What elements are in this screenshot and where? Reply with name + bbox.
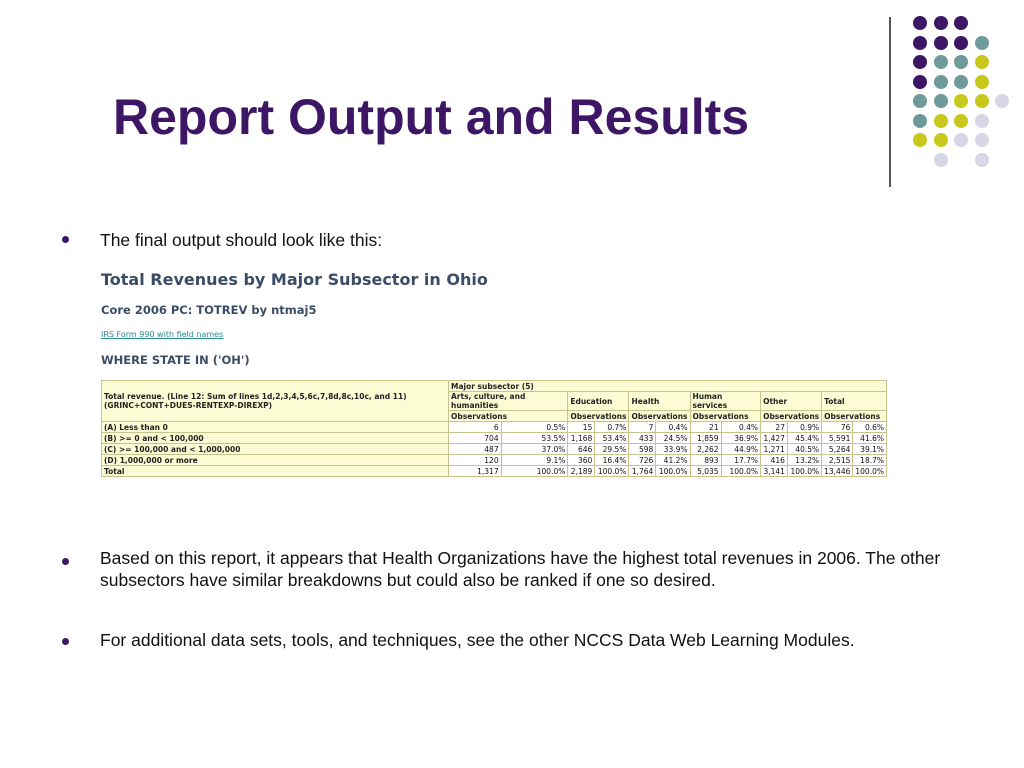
count-cell: 893 [690, 455, 721, 466]
bullet-marker [62, 558, 69, 565]
bullet-intro-text: The final output should look like this: [100, 230, 383, 250]
percent-cell: 9.1% [501, 455, 568, 466]
percent-cell: 53.5% [501, 433, 568, 444]
column-header-total [822, 392, 887, 411]
count-cell: 704 [449, 433, 502, 444]
decorative-dot [934, 16, 948, 30]
row-label-cell: (B) >= 0 and < 100,000 [102, 433, 449, 444]
decorative-dot [975, 153, 989, 167]
decorative-dot [975, 75, 989, 89]
count-cell: 1,168 [568, 433, 595, 444]
table-row [102, 466, 887, 477]
count-cell: 646 [568, 444, 595, 455]
percent-cell: 44.9% [721, 444, 760, 455]
count-cell: 15 [568, 422, 595, 433]
count-cell: 5,264 [822, 444, 853, 455]
count-cell: 1,427 [761, 433, 788, 444]
group-header-label: Major subsector (5) [451, 381, 534, 391]
percent-cell: 0.4% [721, 422, 760, 433]
percent-cell: 40.5% [787, 444, 821, 455]
decorative-dot [954, 36, 968, 50]
count-cell: 13,446 [822, 466, 853, 477]
decorative-dot [954, 75, 968, 89]
count-cell: 1,859 [690, 433, 721, 444]
count-cell: 21 [690, 422, 721, 433]
count-cell: 76 [822, 422, 853, 433]
percent-cell: 100.0% [721, 466, 760, 477]
observations-header: Observations [761, 411, 822, 422]
count-cell: 2,189 [568, 466, 595, 477]
percent-cell: 53.4% [595, 433, 629, 444]
decorative-dot [975, 114, 989, 128]
percent-cell: 36.9% [721, 433, 760, 444]
group-header-cell [449, 381, 887, 392]
count-cell: 120 [449, 455, 502, 466]
percent-cell: 18.7% [853, 455, 887, 466]
count-cell: 416 [761, 455, 788, 466]
percent-cell: 39.1% [853, 444, 887, 455]
column-header-education [568, 392, 629, 411]
bullet-marker [62, 236, 69, 243]
percent-cell: 17.7% [721, 455, 760, 466]
decorative-dot [913, 133, 927, 147]
column-header-health [629, 392, 690, 411]
count-cell: 598 [629, 444, 656, 455]
count-cell: 2,262 [690, 444, 721, 455]
bullet-resources-text: For additional data sets, tools, and techniques, see the other NCCS Data Web Learning Modules. [100, 630, 855, 650]
percent-cell: 41.2% [656, 455, 690, 466]
observations-header: Observations [690, 411, 761, 422]
decorative-dot [995, 94, 1009, 108]
table-row [102, 444, 887, 455]
count-cell: 6 [449, 422, 502, 433]
observations-header: Observations [629, 411, 690, 422]
percent-cell: 37.0% [501, 444, 568, 455]
decorative-dot [975, 55, 989, 69]
count-cell: 3,141 [761, 466, 788, 477]
decorative-dot [954, 114, 968, 128]
percent-cell: 41.6% [853, 433, 887, 444]
decorative-dot [934, 94, 948, 108]
decorative-dot [913, 36, 927, 50]
count-cell: 360 [568, 455, 595, 466]
count-cell: 1,317 [449, 466, 502, 477]
decorative-dot [913, 94, 927, 108]
decorative-dot [934, 153, 948, 167]
column-header-label: Total [824, 396, 845, 406]
count-cell: 487 [449, 444, 502, 455]
row-label-cell: (C) >= 100,000 and < 1,000,000 [102, 444, 449, 455]
count-cell: 5,591 [822, 433, 853, 444]
count-cell: 1,764 [629, 466, 656, 477]
count-cell: 27 [761, 422, 788, 433]
percent-cell: 0.6% [853, 422, 887, 433]
observations-header: Observations [449, 411, 568, 422]
row-label-cell: (D) 1,000,000 or more [102, 455, 449, 466]
decorative-dot [975, 94, 989, 108]
percent-cell: 100.0% [595, 466, 629, 477]
column-header-label: Human services [692, 392, 728, 410]
column-header-human-services [690, 392, 761, 411]
percent-cell: 100.0% [787, 466, 821, 477]
percent-cell: 100.0% [853, 466, 887, 477]
percent-cell: 13.2% [787, 455, 821, 466]
decorative-dot [913, 114, 927, 128]
decorative-dot [934, 36, 948, 50]
decorative-dot [954, 133, 968, 147]
percent-cell: 45.4% [787, 433, 821, 444]
report-title: Total Revenues by Major Subsector in Ohio [101, 270, 488, 289]
decorative-dot [975, 133, 989, 147]
decorative-dot [954, 55, 968, 69]
decorative-dot [934, 133, 948, 147]
decorative-dot [975, 36, 989, 50]
table-row [102, 422, 887, 433]
irs-form-link[interactable]: IRS Form 990 with field names [101, 330, 224, 339]
bullet-conclusion-text: Based on this report, it appears that Health Organizations have the highest total revenues in 2006. The other subsectors have similar breakdowns but could also be ranked if one so desired. [100, 548, 941, 590]
decorative-dot [934, 114, 948, 128]
percent-cell: 24.5% [656, 433, 690, 444]
table-row [102, 455, 887, 466]
percent-cell: 0.9% [787, 422, 821, 433]
column-header-label: Arts, culture, and humanities [451, 392, 526, 410]
column-header-label: Other [763, 396, 788, 406]
percent-cell: 100.0% [656, 466, 690, 477]
percent-cell: 0.5% [501, 422, 568, 433]
report-where-clause: WHERE STATE IN ('OH') [101, 353, 250, 367]
count-cell: 726 [629, 455, 656, 466]
observations-header: Observations [568, 411, 629, 422]
count-cell: 5,035 [690, 466, 721, 477]
count-cell: 433 [629, 433, 656, 444]
slide-title: Report Output and Results [113, 89, 750, 145]
count-cell: 1,271 [761, 444, 788, 455]
revenue-table [101, 380, 887, 477]
observations-header: Observations [822, 411, 887, 422]
row-label-cell: Total [102, 466, 449, 477]
row-header-label: Total revenue. (Line 12: Sum of lines 1d,2,3,4,5,6c,7,8d,8c,10c, and 11) (GRINC+CONT+DUES-RENTEXP-DIREXP) [104, 392, 407, 410]
column-header-label: Health [631, 396, 660, 406]
percent-cell: 29.5% [595, 444, 629, 455]
column-header-label: Education [570, 396, 613, 406]
percent-cell: 0.7% [595, 422, 629, 433]
bullet-marker [62, 638, 69, 645]
report-subtitle: Core 2006 PC: TOTREV by ntmaj5 [101, 303, 317, 317]
percent-cell: 16.4% [595, 455, 629, 466]
decorative-dot [913, 16, 927, 30]
table-row [102, 433, 887, 444]
percent-cell: 100.0% [501, 466, 568, 477]
decorative-dot [954, 16, 968, 30]
decorative-dot [934, 55, 948, 69]
column-header-other [761, 392, 822, 411]
decorative-dot [913, 75, 927, 89]
table-body [102, 422, 887, 477]
count-cell: 7 [629, 422, 656, 433]
percent-cell: 0.4% [656, 422, 690, 433]
count-cell: 2,515 [822, 455, 853, 466]
row-header-cell [102, 381, 449, 422]
title-divider [889, 17, 891, 187]
decorative-dot [954, 94, 968, 108]
decorative-dot [934, 75, 948, 89]
percent-cell: 33.9% [656, 444, 690, 455]
row-label-cell: (A) Less than 0 [102, 422, 449, 433]
decorative-dot [913, 55, 927, 69]
column-header-arts [449, 392, 568, 411]
